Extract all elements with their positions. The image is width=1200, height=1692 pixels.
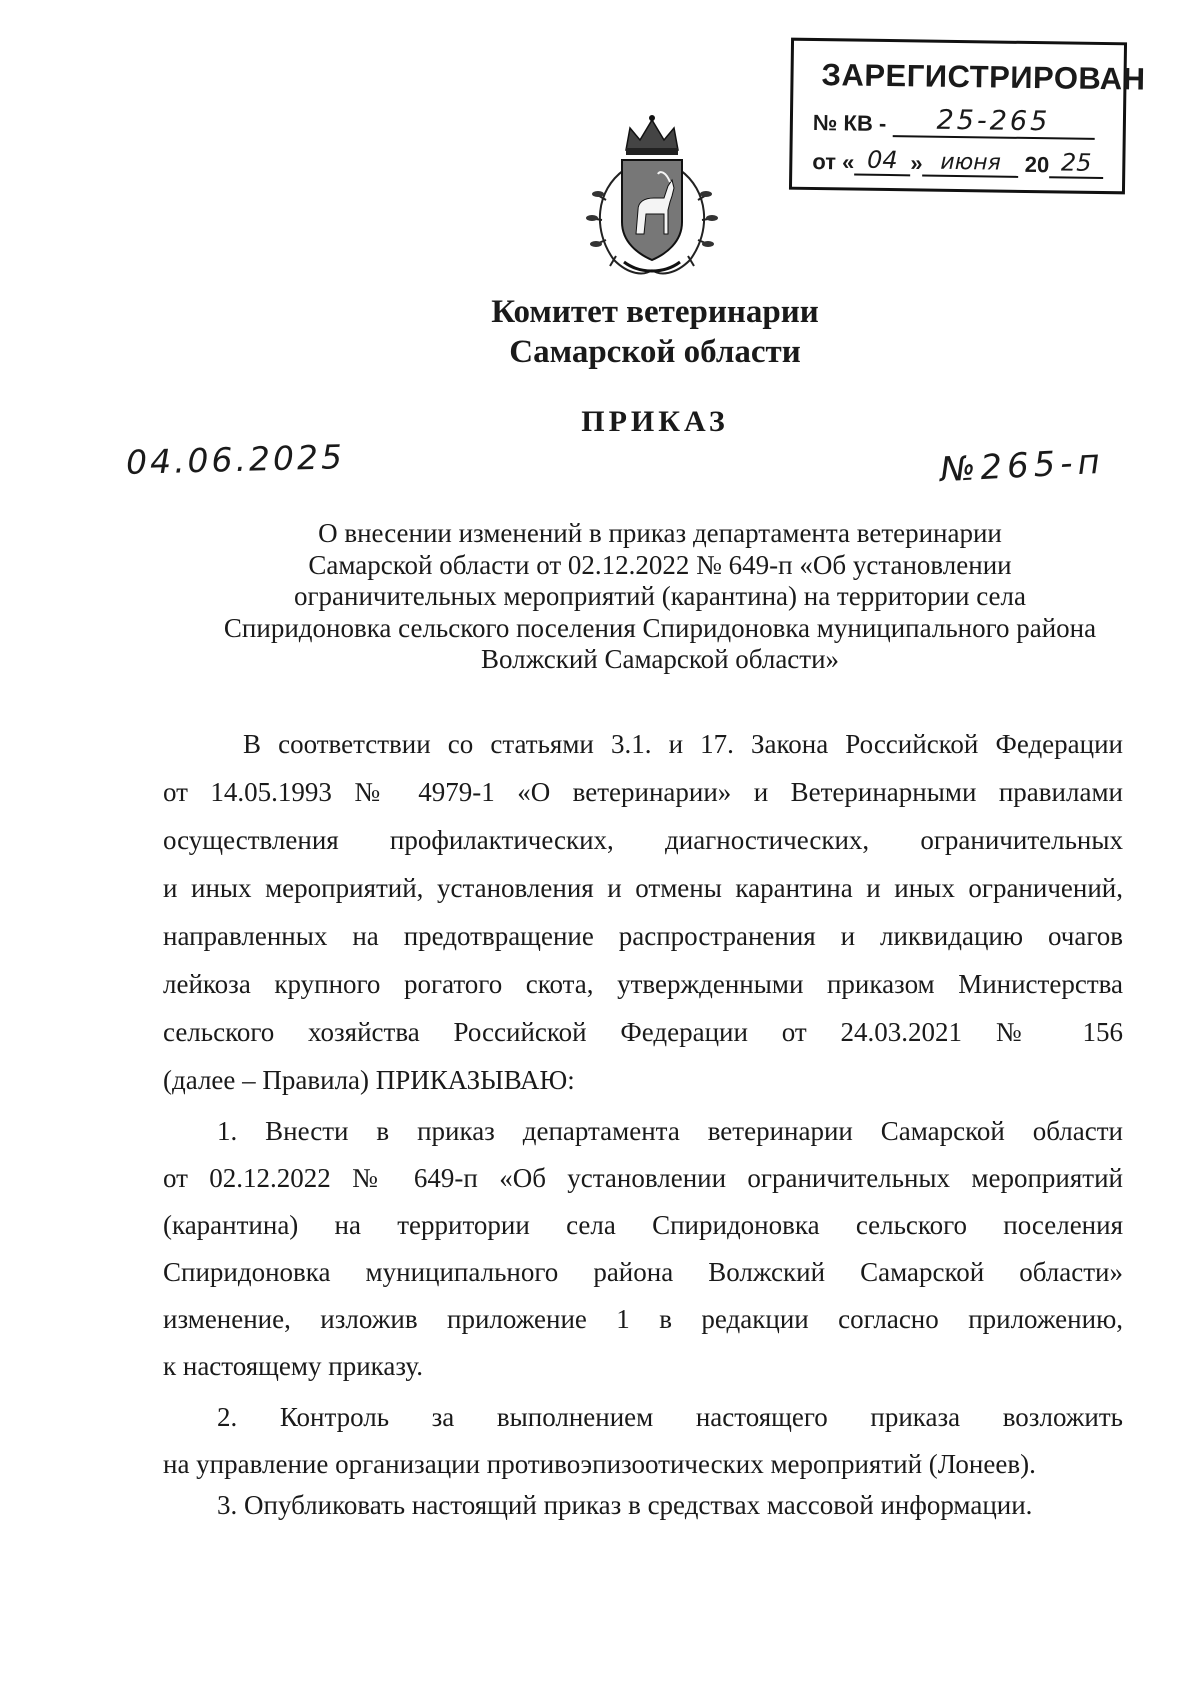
stamp-date-year: 25 [1049,148,1103,179]
item1-line: (карантина) на территории села Спиридоновка сельского поселения [163,1210,1123,1240]
stamp-number-prefix: № КВ - [812,109,887,136]
registration-stamp [789,38,1146,195]
stamp-date-year-prefix: 20 [1024,151,1050,178]
subject-line: ограничительных мероприятий (карантина) на территории села [293,581,1027,612]
organization-name [0,292,1200,373]
handwritten-date: 04.06.2025 [125,437,346,482]
stamp-date-day: 04 [854,146,910,177]
document-type-title: ПРИКАЗ [581,405,729,438]
preamble-line: сельского хозяйства Российской Федерации от 24.03.2021 № 156 [163,1017,1123,1047]
coat-of-arms-icon [584,110,720,280]
stamp-number-line [813,103,1095,140]
order-item-1 [163,1108,1123,1390]
preamble-line: (далее – Правила) ПРИКАЗЫВАЮ: [163,1065,575,1095]
handwritten-order-number: №265-п [939,441,1106,491]
item2-line: 2. Контроль за выполнением настоящего приказа возложить [217,1402,1123,1432]
subject-line: О внесении изменений в приказ департамента ветеринарии [318,518,1002,548]
preamble-line: осуществления профилактических, диагностических, ограничительных [163,825,1123,855]
preamble-paragraph [163,720,1123,1104]
item1-line: от 02.12.2022 № 649-п «Об установлении ограничительных мероприятий [163,1163,1123,1193]
item1-line: Спиридоновка муниципального района Волжский Самарской области» [163,1257,1123,1287]
preamble-line: В соответствии со статьями 3.1. и 17. Закона Российской Федерации [243,729,1123,759]
preamble-line: лейкоза крупного рогатого скота, утвержденными приказом Министерства [163,969,1123,999]
preamble-line: от 14.05.1993 № 4979-1 «О ветеринарии» и Ветеринарными правилами [163,777,1123,807]
org-name-line2: Самарской области [509,334,801,371]
stamp-date-mid: » [910,150,923,176]
subject-line: Волжский Самарской области» [480,644,840,675]
item3-line: 3. Опубликовать настоящий приказ в средствах массовой информации. [217,1490,1033,1520]
stamp-number-handwritten: 25-265 [892,104,1094,140]
stamp-title: ЗАРЕГИСТРИРОВАН [821,57,1146,97]
subject-line: Самарской области от 02.12.2022 № 649-п «Об установлении [308,549,1012,580]
item1-line: 1. Внести в приказ департамента ветеринарии Самарской области [217,1116,1123,1146]
stamp-date-prefix: от « [812,148,855,175]
preamble-line: и иных мероприятий, установления и отмены карантина и иных ограничений, [163,873,1123,903]
item1-line: изменение, изложив приложение 1 в редакции согласно приложению, [163,1304,1123,1334]
order-body [163,720,1123,1521]
item2-line: на управление организации противоэпизоотических мероприятий (Лонеев). [163,1449,1036,1479]
preamble-line: направленных на предотвращение распространения и ликвидацию очагов [163,921,1123,951]
stamp-date-line [812,145,1103,179]
order-item-2 [163,1394,1123,1488]
subject-line: Спиридоновка сельского поселения Спиридоновка муниципального района [223,612,1097,643]
item1-line: к настоящему приказу. [163,1351,423,1381]
order-item-3 [163,1490,1123,1521]
order-subject [120,518,1200,676]
org-name-line1: Комитет ветеринарии [491,294,819,330]
stamp-date-month: июня [922,150,1018,178]
